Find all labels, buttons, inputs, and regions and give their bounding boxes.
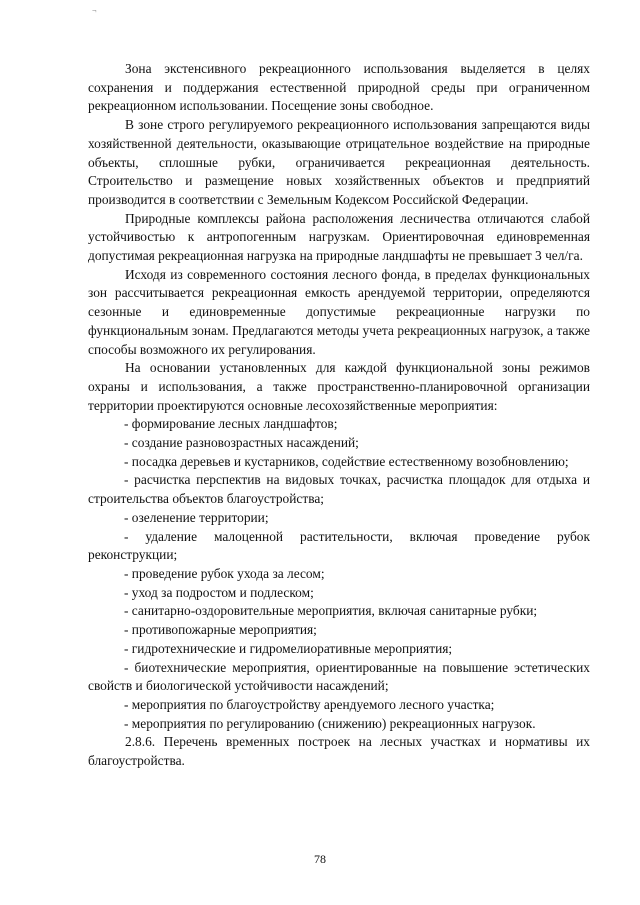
list-item: - мероприятия по регулированию (снижению) рекреационных нагрузок. [124,715,536,731]
page-number: 78 [314,852,326,866]
list-item: - проведение рубок ухода за лесом; [124,565,325,581]
list-item: - удаление малоценной растительности, включая проведение рубок реконструкции; [88,528,590,563]
list-item: - противопожарные мероприятия; [124,622,317,638]
section-heading: 2.8.6. Перечень временных построек на лесных участках и нормативы их благоустройства. [88,734,590,769]
paragraph: Исходя из современного состояния лесного фонда, в пределах функциональных зон рассчитывается рекреационная емкость арендуемой территории, определяются сезонные и единовременные допустимые рекреационные нагрузки по функциональным зонам. Предлагаются методы учета рекреационных нагрузок, а также способы возможного их регулирования. [88,266,590,357]
list-item: - уход за подростом и подлеском; [124,584,314,600]
page-body [88,60,590,771]
list-item: - озеленение территории; [124,509,269,525]
paragraph: На основании установленных для каждой функциональной зоны режимов охраны и использования, а также пространственно-планировочной организации территории проектируются основные лесохозяйственные мероприятия: [88,360,590,413]
list-item: - гидротехнические и гидромелиоративные мероприятия; [124,640,453,656]
list-item: - биотехнические мероприятия, ориентированные на повышение эстетических свойств и биологической устойчивости насаждений; [88,659,590,694]
list-item: - санитарно-оздоровительные мероприятия, включая санитарные рубки; [124,603,538,619]
list-item: - расчистка перспектив на видовых точках, расчистка площадок для отдыха и строительства объектов благоустройства; [88,472,590,507]
list-item: - формирование лесных ландшафтов; [124,416,338,432]
paragraph: Природные комплексы района расположения лесничества отличаются слабой устойчивостью к антропогенным нагрузкам. Ориентировочная единовременная допустимая рекреационная нагрузка на природные ландшафты не превышает 3 чел/га. [88,210,590,264]
corner-mark: ¬ [92,6,97,15]
paragraph: В зоне строго регулируемого рекреационного использования запрещаются виды хозяйственной деятельности, оказывающие отрицательное воздействие на природные объекты, сплошные рубки, ограничивается рекреационная деятельность. Строительство и размещение новых хозяйственных объектов и предприятий производится в соответствии с Земельным Кодексом Российской Федерации. [88,117,590,207]
list-item: - мероприятия по благоустройству арендуемого лесного участка; [124,696,495,712]
list-item: - посадка деревьев и кустарников, содействие естественному возобновлению; [124,453,569,469]
list-item: - создание разновозрастных насаждений; [124,435,359,451]
paragraph: Зона экстенсивного рекреационного использования выделяется в целях сохранения и поддержания естественной природной среды при ограниченном рекреационном использовании. Посещение зоны свободное. [88,61,590,114]
